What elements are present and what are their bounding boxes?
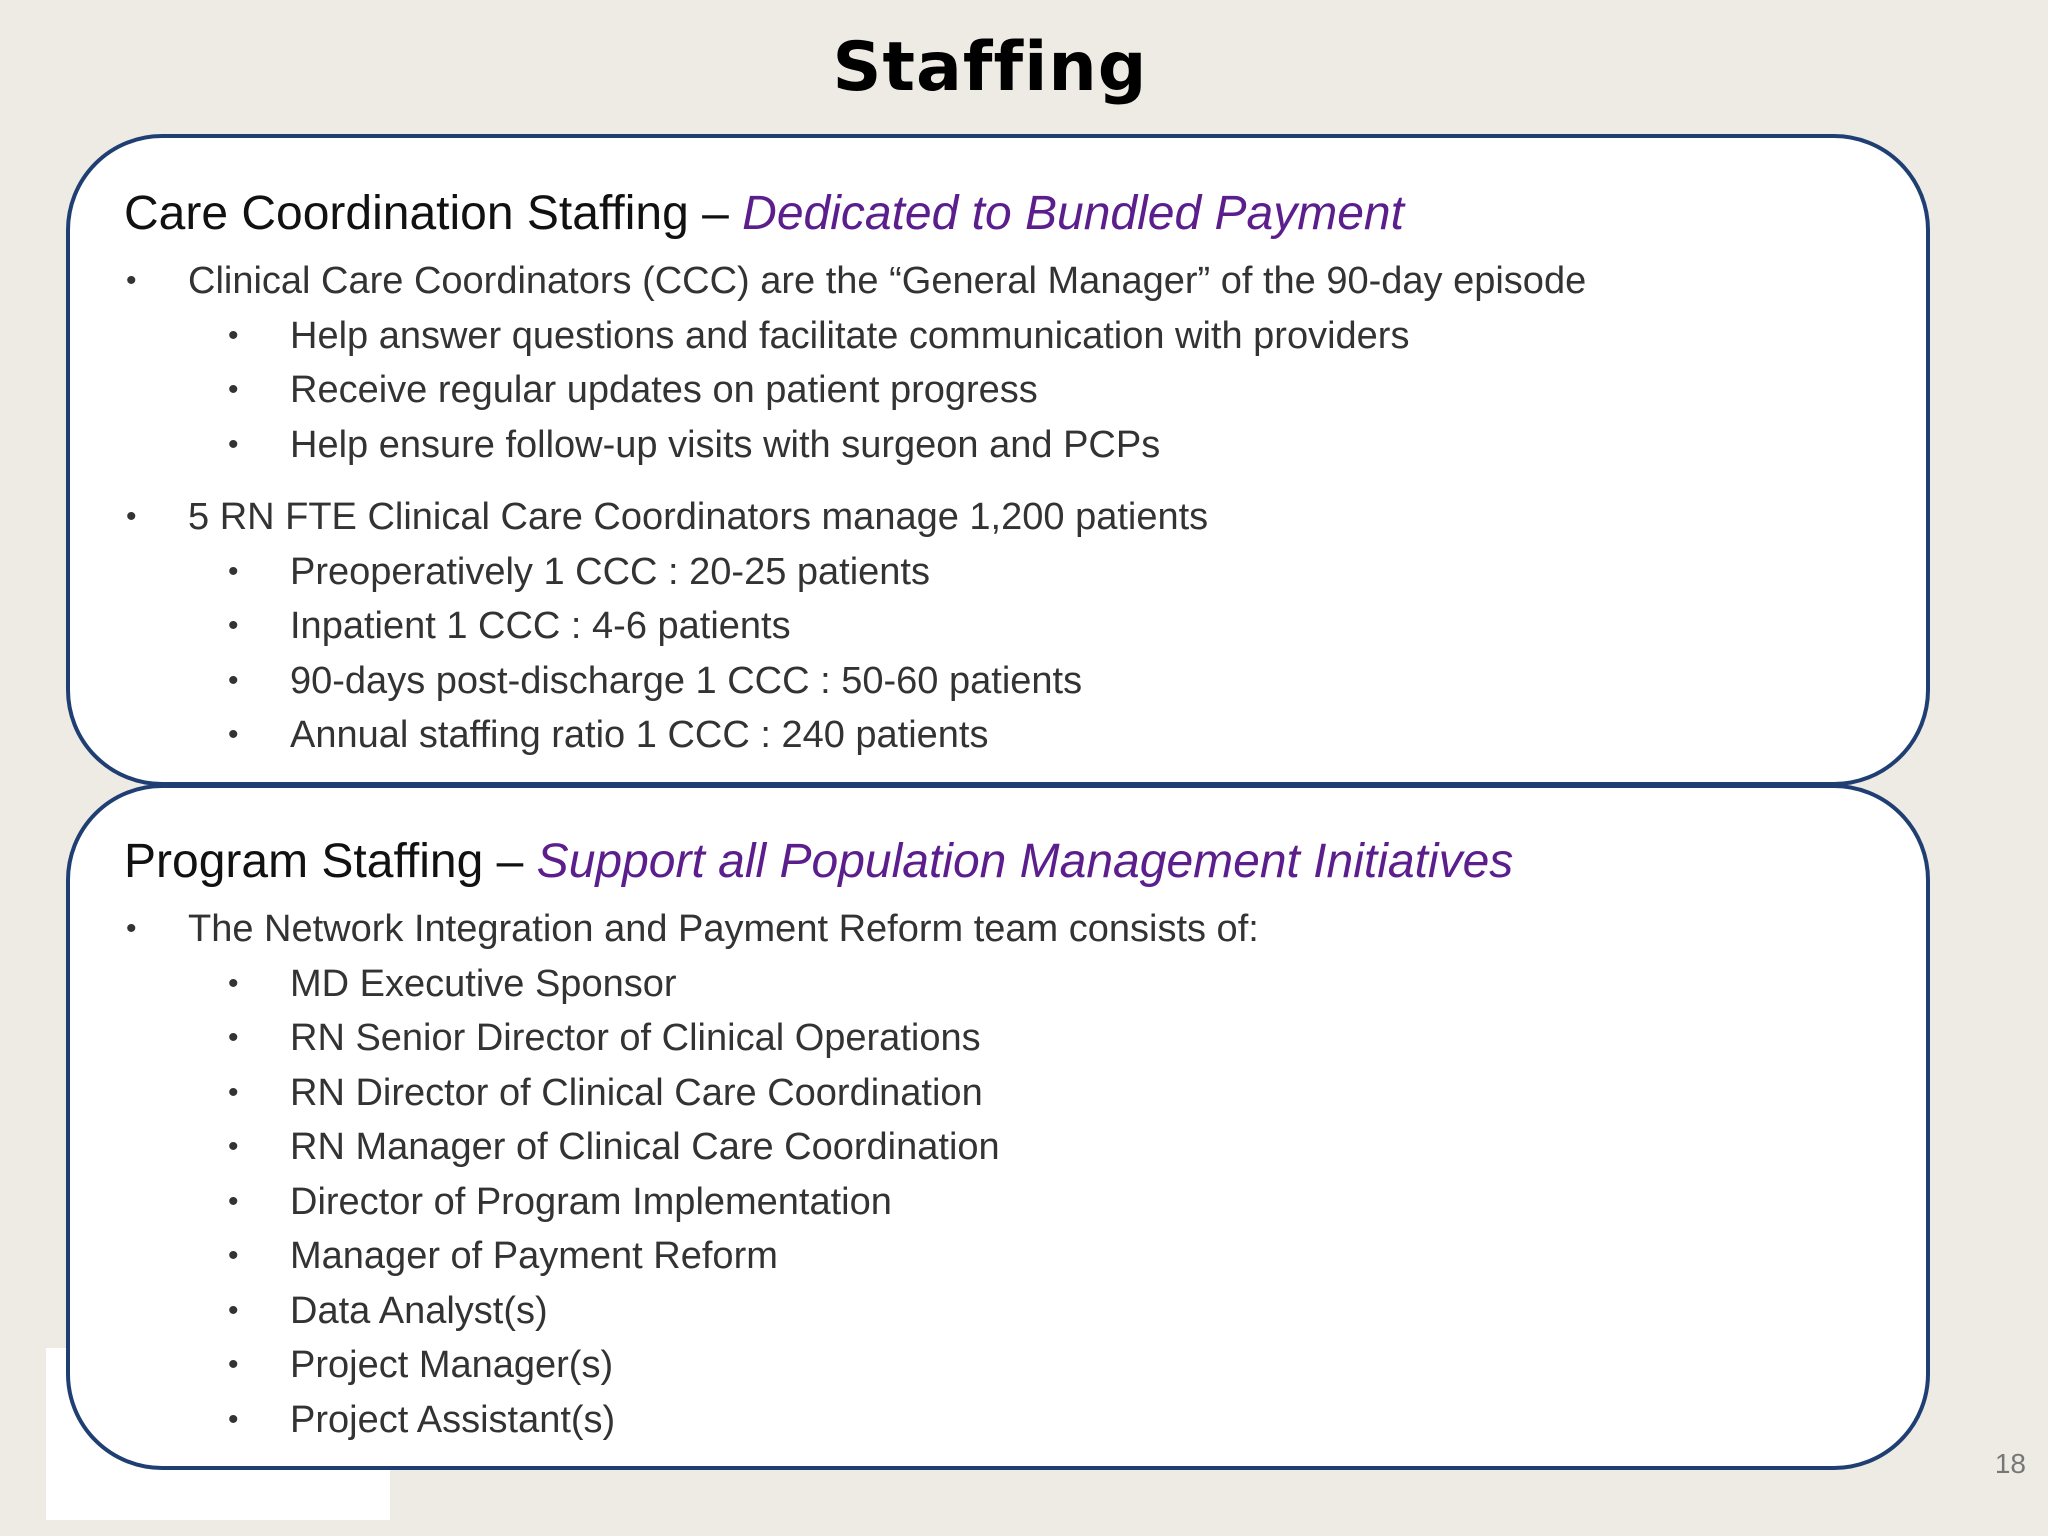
bullet-icon: • xyxy=(228,1021,239,1054)
program-staffing-heading-text: Program Staffing – xyxy=(124,835,537,888)
list-item xyxy=(124,490,1886,545)
list-item xyxy=(124,545,1886,600)
list-item-text: Help answer questions and facilitate communication with providers xyxy=(290,314,1410,357)
bullet-icon: • xyxy=(228,1402,239,1436)
page-number: 18 xyxy=(1994,1448,2026,1479)
list-item-text: RN Senior Director of Clinical Operations xyxy=(290,1017,981,1059)
list-item xyxy=(124,599,1886,654)
list-item-text: Director of Program Implementation xyxy=(290,1180,892,1223)
list-item xyxy=(124,708,1886,763)
slide-title: Staffing xyxy=(832,28,1148,107)
bullet-icon: • xyxy=(228,718,239,751)
list-item-text: Project Manager(s) xyxy=(290,1344,614,1386)
bullet-icon: • xyxy=(228,373,239,406)
list-item-text: Clinical Care Coordinators (CCC) are the “General Manager” of the 90-day episode xyxy=(188,260,1587,302)
bullet-icon: • xyxy=(228,966,239,1000)
bullet-icon: • xyxy=(228,554,239,588)
list-item-text: Manager of Payment Reform xyxy=(290,1235,778,1277)
program-staffing-list xyxy=(124,902,1886,1447)
list-item-text: Project Assistant(s) xyxy=(290,1398,616,1441)
list-item-text: Data Analyst(s) xyxy=(290,1289,548,1332)
list-item-text: RN Director of Clinical Care Coordination xyxy=(290,1071,983,1114)
list-item xyxy=(124,1229,1886,1284)
program-staffing-heading-accent: Support all Population Management Initiatives xyxy=(536,835,1514,888)
care-coordination-list xyxy=(124,254,1886,763)
list-item xyxy=(124,254,1886,309)
care-coordination-panel xyxy=(66,134,1930,786)
bullet-icon: • xyxy=(126,912,137,945)
list-item-text: Preoperatively 1 CCC : 20-25 patients xyxy=(290,550,930,593)
list-item-text: 5 RN FTE Clinical Care Coordinators manage 1,200 patients xyxy=(188,496,1209,538)
program-staffing-panel xyxy=(66,784,1930,1470)
list-item xyxy=(124,1066,1886,1121)
list-item xyxy=(124,363,1886,418)
list-item xyxy=(124,309,1886,364)
bullet-icon: • xyxy=(228,663,239,697)
bullet-icon: • xyxy=(126,264,137,297)
list-item xyxy=(124,418,1886,473)
list-item xyxy=(124,1175,1886,1230)
bullet-icon: • xyxy=(228,1239,239,1272)
bullet-icon: • xyxy=(228,318,239,352)
care-coordination-heading-text: Care Coordination Staffing – xyxy=(124,187,743,240)
care-coordination-heading xyxy=(124,186,1404,241)
list-item xyxy=(124,1338,1886,1393)
list-item xyxy=(124,902,1886,957)
list-item xyxy=(124,1011,1886,1066)
bullet-icon: • xyxy=(228,427,239,461)
list-item xyxy=(124,654,1886,709)
list-item xyxy=(124,1284,1886,1339)
list-item-text: The Network Integration and Payment Reform team consists of: xyxy=(188,908,1259,950)
list-item-text: Inpatient 1 CCC : 4-6 patients xyxy=(290,605,791,647)
list-item xyxy=(124,1393,1886,1448)
bullet-icon: • xyxy=(228,1130,239,1163)
program-staffing-heading xyxy=(124,834,1513,889)
list-item-text: 90-days post-discharge 1 CCC : 50-60 patients xyxy=(290,659,1083,702)
bullet-icon: • xyxy=(228,609,239,642)
bullet-icon: • xyxy=(228,1293,239,1327)
list-item-text: Receive regular updates on patient progress xyxy=(290,369,1038,411)
list-item-text: Annual staffing ratio 1 CCC : 240 patients xyxy=(290,714,989,756)
list-item xyxy=(124,957,1886,1012)
list-item-text: RN Manager of Clinical Care Coordination xyxy=(290,1126,1000,1168)
list-item-text: MD Executive Sponsor xyxy=(290,962,677,1005)
bullet-icon: • xyxy=(228,1184,239,1218)
bullet-icon: • xyxy=(126,500,137,533)
list-item xyxy=(124,1120,1886,1175)
bullet-icon: • xyxy=(228,1348,239,1381)
list-item-text: Help ensure follow-up visits with surgeon and PCPs xyxy=(290,423,1161,466)
care-coordination-heading-accent: Dedicated to Bundled Payment xyxy=(742,187,1404,240)
bullet-icon: • xyxy=(228,1075,239,1109)
